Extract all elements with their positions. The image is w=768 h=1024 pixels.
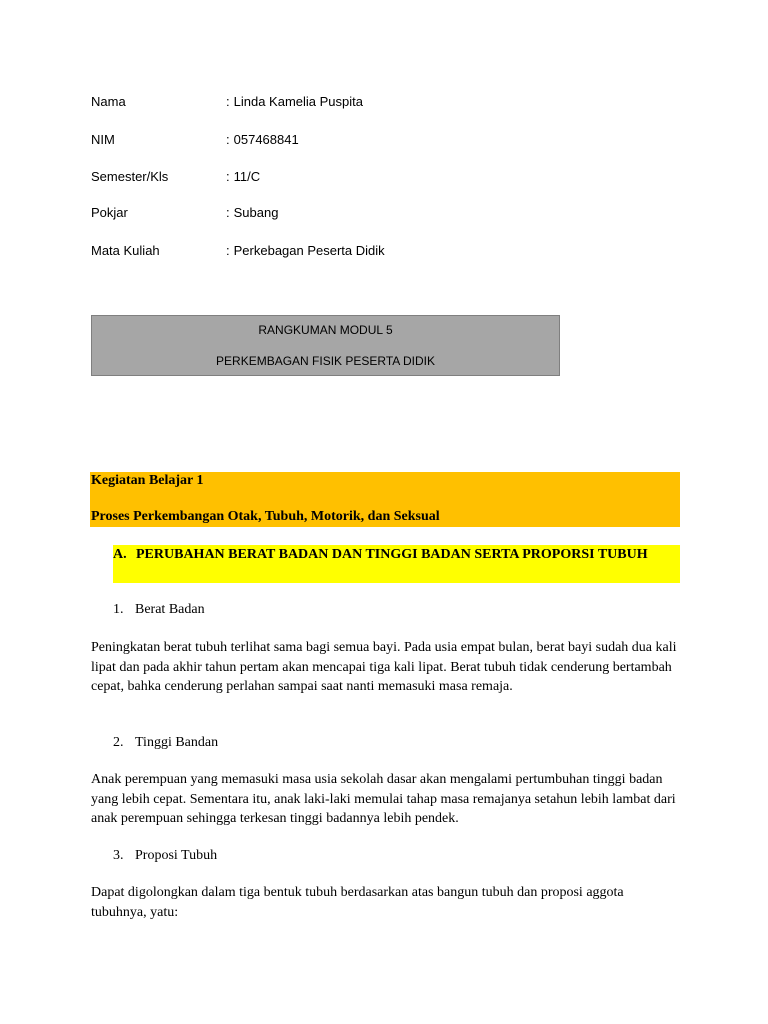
info-label: Pokjar [91,205,128,220]
subsection-heading-proposi-tubuh [113,846,217,866]
info-label: Nama [91,94,126,109]
subsection-title: Tinggi Bandan [135,735,219,750]
info-label: Semester/Kls [91,169,169,184]
info-colon: : [226,169,230,184]
info-colon: : [226,94,230,109]
subsection-number: 3. [113,848,124,863]
subsection-title: Proposi Tubuh [135,848,218,863]
subsection-title: Berat Badan [135,602,205,617]
section-a-heading [113,545,680,583]
info-colon: : [226,243,230,258]
info-value-text: Perkebagan Peserta Didik [233,243,385,258]
subsection-heading-berat-badan [113,600,205,620]
paragraph-berat-badan: Peningkatan berat tubuh terlihat sama bagi semua bayi. Pada usia empat bulan, berat bayi sudah dua kali lipat dan pada akhir tahun pertam akan mencapai tiga kali lipat. Berat tubuh tidak cenderung bertambah cepat, bahka cenderung perlahan sampai saat nanti memasuki masa remaja. [91,640,677,694]
subsection-heading-tinggi-badan [113,733,218,753]
info-value [226,241,385,261]
info-value [226,167,260,187]
subsection-number: 2. [113,735,124,750]
subsection-number: 1. [113,602,124,617]
info-value-text: Linda Kamelia Puspita [233,94,363,109]
kegiatan-title: Kegiatan Belajar 1 [91,473,204,488]
paragraph-tinggi-badan: Anak perempuan yang memasuki masa usia sekolah dasar akan mengalami pertumbuhan tinggi badan yang lebih cepat. Sementara itu, anak laki-laki memulai tahap masa remajanya setahun lebih lambat dari anak perempuan sehingga terkesan tinggi badannya lebih pendek. [91,772,676,826]
kegiatan-header [90,472,680,527]
paragraph-proposi-tubuh: Dapat digolongkan dalam tiga bentuk tubuh berdasarkan atas bangun tubuh dan proposi aggota tubuhnya, yatu: [91,885,624,920]
kegiatan-subtitle: Proses Perkembangan Otak, Tubuh, Motorik, dan Seksual [91,509,440,524]
info-label: NIM [91,132,115,147]
module-title-box [91,315,560,376]
info-colon: : [226,205,230,220]
section-title: PERUBAHAN BERAT BADAN DAN TINGGI BADAN SERTA PROPORSI TUBUH [136,547,648,562]
info-value-text: Subang [233,205,279,220]
info-value-text: 057468841 [233,132,299,147]
info-value [226,203,278,223]
module-subtitle: PERKEMBAGAN FISIK PESERTA DIDIK [216,354,435,368]
module-title: RANGKUMAN MODUL 5 [258,323,393,337]
info-colon: : [226,132,230,147]
info-label: Mata Kuliah [91,243,160,258]
info-value-text: 11/C [233,169,261,184]
section-marker: A. [113,547,127,562]
info-value [226,130,299,150]
info-value [226,92,363,112]
